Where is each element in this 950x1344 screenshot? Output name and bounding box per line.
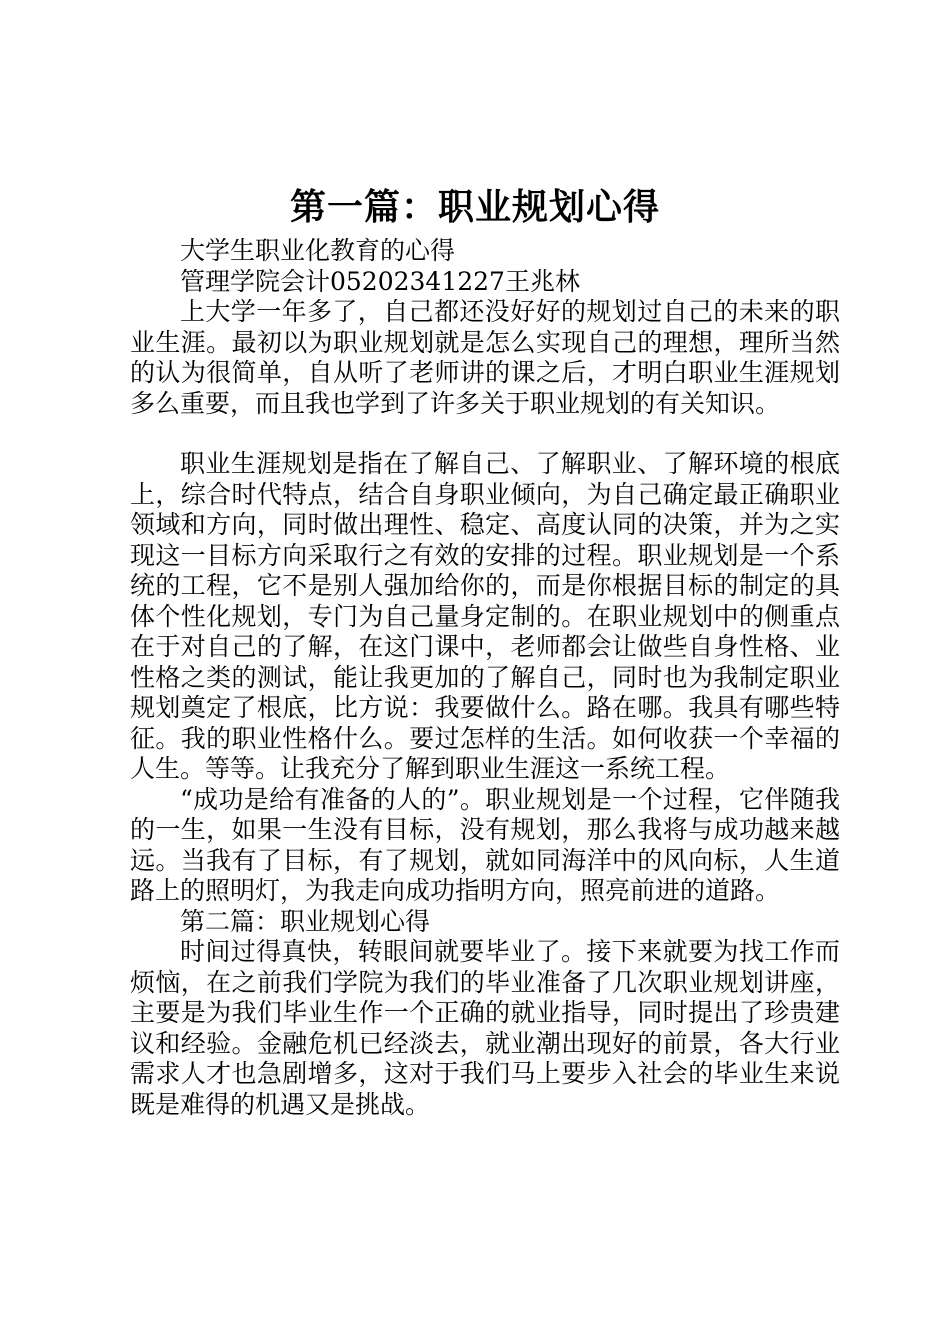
document-title: 第一篇：职业规划心得 <box>289 186 660 228</box>
section-heading-second: 第二篇：职业规划心得 <box>180 906 431 936</box>
paragraph-intro: 上大学一年多了，自己都还没好好的规划过自己的未来的职业生涯。最初以为职业规划就是怎么实现自己的理想，理所当然的认为很简单，自从听了老师讲的课之后，才明白职业生涯规划多么重要，而且我也学到了许多关于职业规划的有关知识。 <box>130 297 840 418</box>
paragraph-definition: 职业生涯规划是指在了解自己、了解职业、了解环境的根底上，综合时代特点，结合自身职业倾向，为自己确定最正确职业领域和方向，同时做出理性、稳定、高度认同的决策，并为之实现这一目标方向采取行之有效的安排的过程。职业规划是一个系统的工程，它不是别人强加给你的，而是你根据目标的制定的具体个性化规划，专门为自己量身定制的。在职业规划中的侧重点在于对自己的了解，在这门课中，老师都会让做些自身性格、业性格之类的测试，能让我更加的了解自己，同时也为我制定职业规划奠定了根底，比方说：我要做什么。路在哪。我具有哪些特征。我的职业性格什么。要过怎样的生活。如何收获一个幸福的人生。等等。让我充分了解到职业生涯这一系统工程。 <box>130 449 840 783</box>
document-body <box>130 236 840 1120</box>
paragraph-graduation: 时间过得真快，转眼间就要毕业了。接下来就要为找工作而烦恼，在之前我们学院为我们的毕业准备了几次职业规划讲座，主要是为我们毕业生作一个正确的就业指导，同时提出了珍贵建议和经验。金融危机已经淡去，就业潮出现好的前景，各大行业需求人才也急剧增多，这对于我们马上要步入社会的毕业生来说既是难得的机遇又是挑战。 <box>130 937 840 1119</box>
paragraph-success: “成功是给有准备的人的”。职业规划是一个过程，它伴随我的一生，如果一生没有目标，没有规划，那么我将与成功越来越远。当我有了目标，有了规划，就如同海洋中的风向标，人生道路上的照明灯，为我走向成功指明方向，照亮前进的道路。 <box>130 784 840 905</box>
paragraph-author-line: 管理学院会计05202341227王兆林 <box>180 266 580 296</box>
paragraph-subtitle: 大学生职业化教育的心得 <box>180 236 456 265</box>
